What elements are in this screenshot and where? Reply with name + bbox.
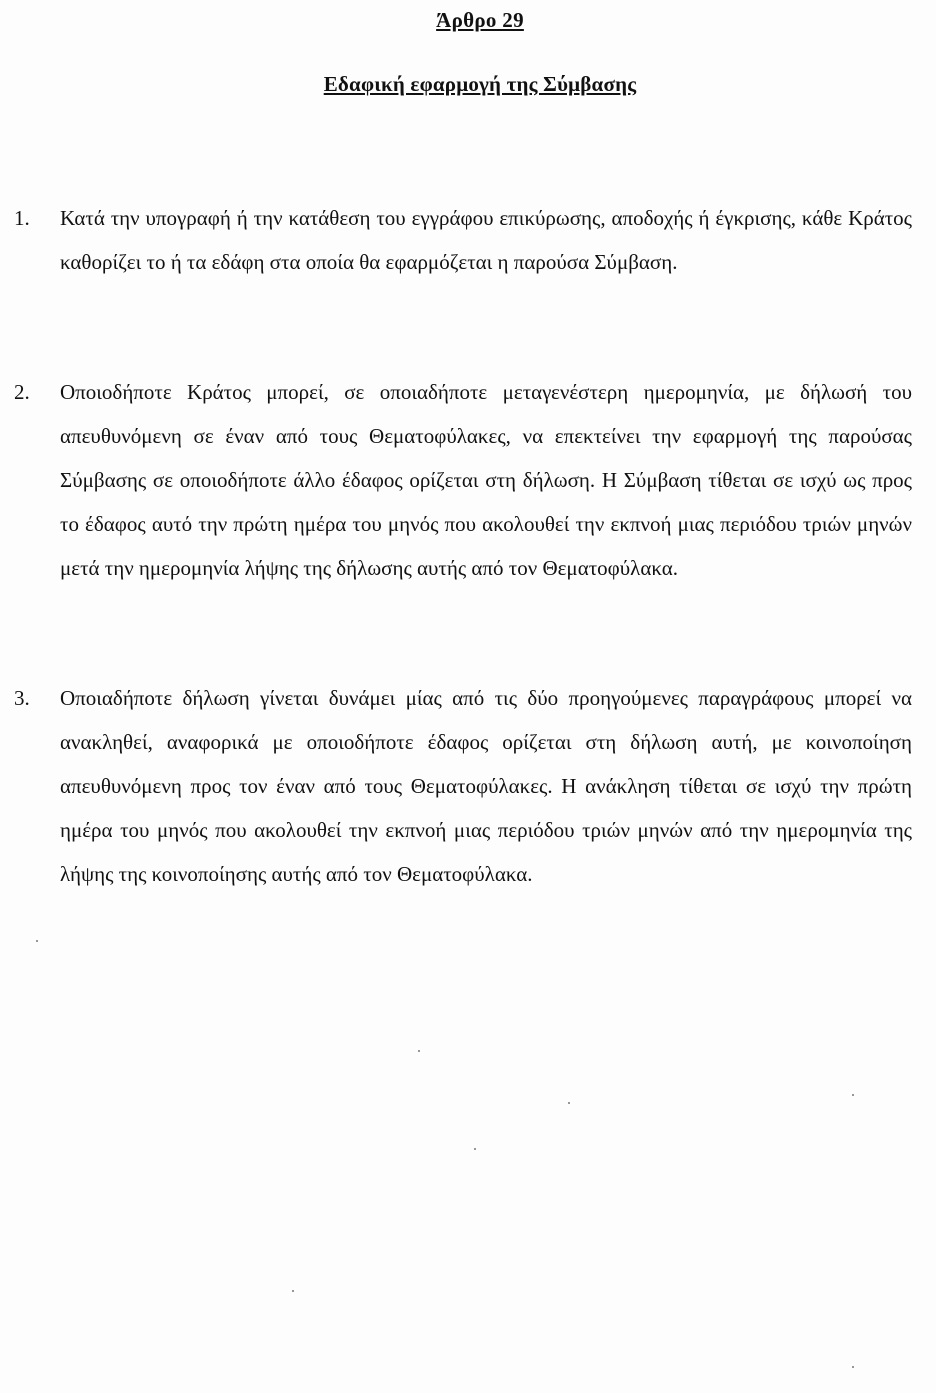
paragraph-text: Οποιαδήποτε δήλωση γίνεται δυνάμει μίας από τις δύο προηγούμενες παραγράφους μπορεί να ανακληθεί, αναφορικά με οποιοδήποτε έδαφος ορίζεται στη δήλωση αυτή, με κοινοποίηση απευθυνόμενη προς τον έναν από τους Θεματοφύλακες. Η ανάκληση τίθεται σε ισχύ την πρώτη ημέρα του μηνός που ακολουθεί την εκπνοή μιας περιόδου τριών μηνών από την ημερομηνία της λήψης της κοινοποίησης αυτής από τον Θεματοφύλακα. <box>60 686 912 886</box>
article-number: Άρθρο 29 <box>436 8 524 32</box>
paragraph-number: 2. <box>14 380 30 404</box>
paragraph-text: Οποιοδήποτε Κράτος μπορεί, σε οποιαδήποτε μεταγενέστερη ημερομηνία, με δήλωσή του απευθυνόμενη σε έναν από τους Θεματοφύλακες, να επεκτείνει την εφαρμογή της παρούσας Σύμβασης σε οποιοδήποτε άλλο έδαφος ορίζεται στη δήλωση. Η Σύμβαση τίθεται σε ισχύ ως προς το έδαφος αυτό την πρώτη ημέρα του μηνός που ακολουθεί την εκπνοή μιας περιόδου τριών μηνών μετά την ημερομηνία λήψης της δήλωσης αυτής από τον Θεματοφύλακα. <box>60 380 912 580</box>
scan-speck <box>852 1094 854 1096</box>
paragraph-number: 3. <box>14 686 30 710</box>
paragraph <box>14 370 912 590</box>
scan-speck <box>36 940 38 942</box>
scan-speck <box>292 1290 294 1292</box>
article-title: Εδαφική εφαρμογή της Σύμβασης <box>323 72 637 96</box>
scan-speck <box>474 1148 476 1150</box>
paragraph <box>14 676 912 896</box>
paragraph-text: Κατά την υπογραφή ή την κατάθεση του εγγράφου επικύρωσης, αποδοχής ή έγκρισης, κάθε Κράτος καθορίζει το ή τα εδάφη στα οποία θα εφαρμόζεται η παρούσα Σύμβαση. <box>60 206 912 274</box>
scan-speck <box>418 1050 420 1052</box>
scan-speck <box>852 1366 854 1368</box>
scan-speck <box>568 1102 570 1104</box>
paragraph <box>14 196 912 284</box>
paragraph-number: 1. <box>14 206 30 230</box>
